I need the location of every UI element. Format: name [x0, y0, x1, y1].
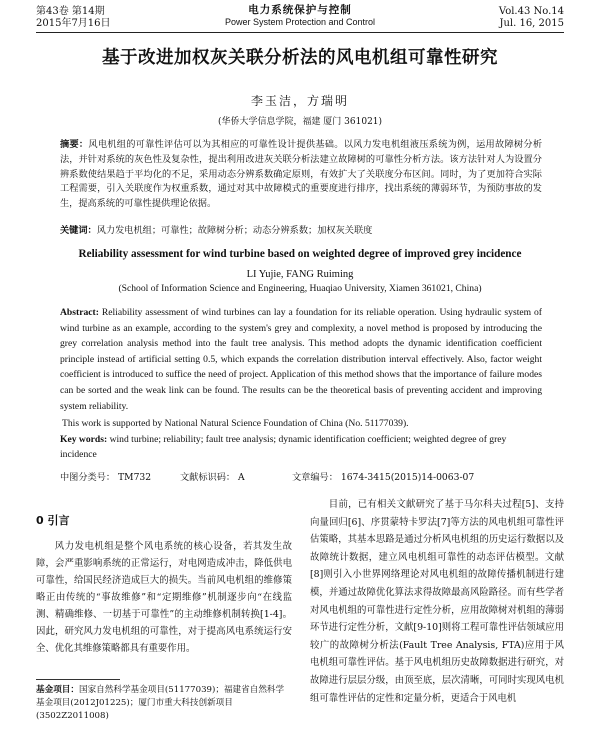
- paper-title-en: Reliability assessment for wind turbine based on weighted degree of improved grey incidence: [78, 248, 522, 260]
- abstract-cn: [60, 138, 542, 212]
- intro-paragraph-1: 风力发电机组是整个风电系统的核心设备，若其发生故障，会严重影响系统的正常运行，对电网造成冲击，降低供电可靠性，给国民经济造成巨大的损失。当前风电机组的维修策略正由传统的“事故维修”和“定期维修”机制逐步向“在线监测、精确维修、一切基于可靠性”的主动维修机制转换[1-4]。因此，研究风力发电机组的可靠性，对于提高风电系统运行安全、优化其维修策略都具有重要作用。: [36, 541, 292, 654]
- intro-paragraph-2: 目前，已有相关文献研究了基于马尔科夫过程[5]、支持向量回归[6]、序贯蒙特卡罗法[7]等方法的风电机组可靠性评估策略，其基本思路是通过分析风电机组的历史运行数据以及故障统计数据，建立风电机组可靠性的动态评估模型。文献[8]则引入小世界网络理论对风电机组的故障传播机制进行建模，并通过故障优化算法求得故障最高风险路径。而有些学者对风电机组的可靠性进行定性分析，应用故障树对机组的薄弱环节进行定性分析，文献[9-10]则将工程可靠性评估领域应用较广的故障树分析法(Fault Tree Analysis, FTA)应用于风电机组可靠性评估。基于风电机组历史故障数据进行研究，对故障进行层层分级，由顶至底，层次清晰，可同时实现风电机组可靠性评估的定性和定量分析，更适合于风电机: [310, 499, 564, 704]
- keywords-text-cn: 风力发电机组；可靠性；故障树分析；动态分辨系数；加权灰关联度: [96, 225, 373, 236]
- document-code: 文献标识码： A: [180, 472, 245, 483]
- section-heading: 0 引言: [36, 514, 70, 527]
- header-rule: [36, 32, 564, 33]
- keywords-label-en: Key words:: [60, 434, 108, 445]
- clc-number: 中图分类号： TM732: [60, 472, 152, 483]
- affiliation-en: (School of Information Science and Engineering, Huaqiao University, Xiamen 361021, China): [118, 283, 482, 294]
- volume-issue: 第43卷 第14期: [36, 6, 105, 17]
- issue-info-en: [499, 6, 564, 30]
- footnote-rule: [36, 679, 120, 680]
- journal-name-cn: 电力系统保护与控制: [248, 4, 352, 16]
- abstract-label-en: Abstract:: [60, 307, 99, 318]
- abstract-text-en: Reliability assessment of wind turbines can lay a foundation for its reliable operation. Using hydraulic system of wind turbine as an example, according to the system's grey and complexity, a novel method is proposed by introducing the grey correlation analysis method into the fault tree analysis. This method adopts the dynamic identification coefficient principle instead of artificial setting 0.5, which expands the correlation distribution interval effectively. Also, factor weight coefficient is introduced to suffice the need of project. Application of this method shows that the importance of failure modes can be sorted and the weak link can be found. The results can be the theoretical basis of preventing accident and improving system reliability.: [60, 307, 542, 412]
- issue-date-en: Jul. 16, 2015: [499, 18, 564, 29]
- issue-date: 2015年7月16日: [36, 18, 111, 29]
- footnote-text: 国家自然科学基金项目(51177039)；福建省自然科学基金项目(2012J01225)；厦门市重大科技创新项目(3502Z2011008): [36, 685, 285, 721]
- footnote-label: 基金项目：: [36, 685, 79, 695]
- funding-footnote: [36, 684, 292, 723]
- keywords-cn: [60, 224, 542, 238]
- paper-title-cn: 基于改进加权灰关联分析法的风电机组可靠性研究: [102, 48, 498, 68]
- authors-en: LI Yujie, FANG Ruiming: [246, 269, 354, 280]
- left-column: [36, 512, 292, 657]
- funding-en: This work is supported by National Natural Science Foundation of China (No. 51177039).: [62, 418, 409, 429]
- abstract-text-cn: 风电机组的可靠性评估可以为其相应的可靠性设计提供基础。以风力发电机组液压系统为例，运用故障树分析法，并针对系统的灰色性及复杂性，提出利用改进灰关联分析法建立故障树的可靠性分析方法。该方法针对人为设置分辨系数使结果趋于平均化的不足，采用动态分辨系数确定原则，有效扩大了关联度分布区间。同时，为了更加符合实际工程需要，引入关联度作为权重系数，通过对其中故障模式的重要度进行排序，找出系统的薄弱环节，为预防事故的发生，提高系统的可靠性提供理论依据。: [60, 139, 543, 210]
- right-column: [310, 496, 564, 707]
- journal-name-en: Power System Protection and Control: [224, 17, 376, 27]
- keywords-label-cn: 关键词：: [60, 225, 97, 236]
- keywords-en: [60, 433, 542, 462]
- volume-issue-en: Vol.43 No.14: [498, 6, 564, 17]
- affiliation-cn: (华侨大学信息学院，福建 厦门 361021): [217, 117, 383, 127]
- abstract-en: [60, 305, 542, 414]
- article-number: 文章编号： 1674-3415(2015)14-0063-07: [292, 472, 475, 483]
- authors-cn: 李玉洁，方瑞明: [250, 94, 349, 108]
- abstract-label-cn: 摘要：: [60, 139, 89, 150]
- keywords-text-en: wind turbine; reliability; fault tree analysis; dynamic identification coefficient; weighted degree of grey incidence: [60, 434, 507, 460]
